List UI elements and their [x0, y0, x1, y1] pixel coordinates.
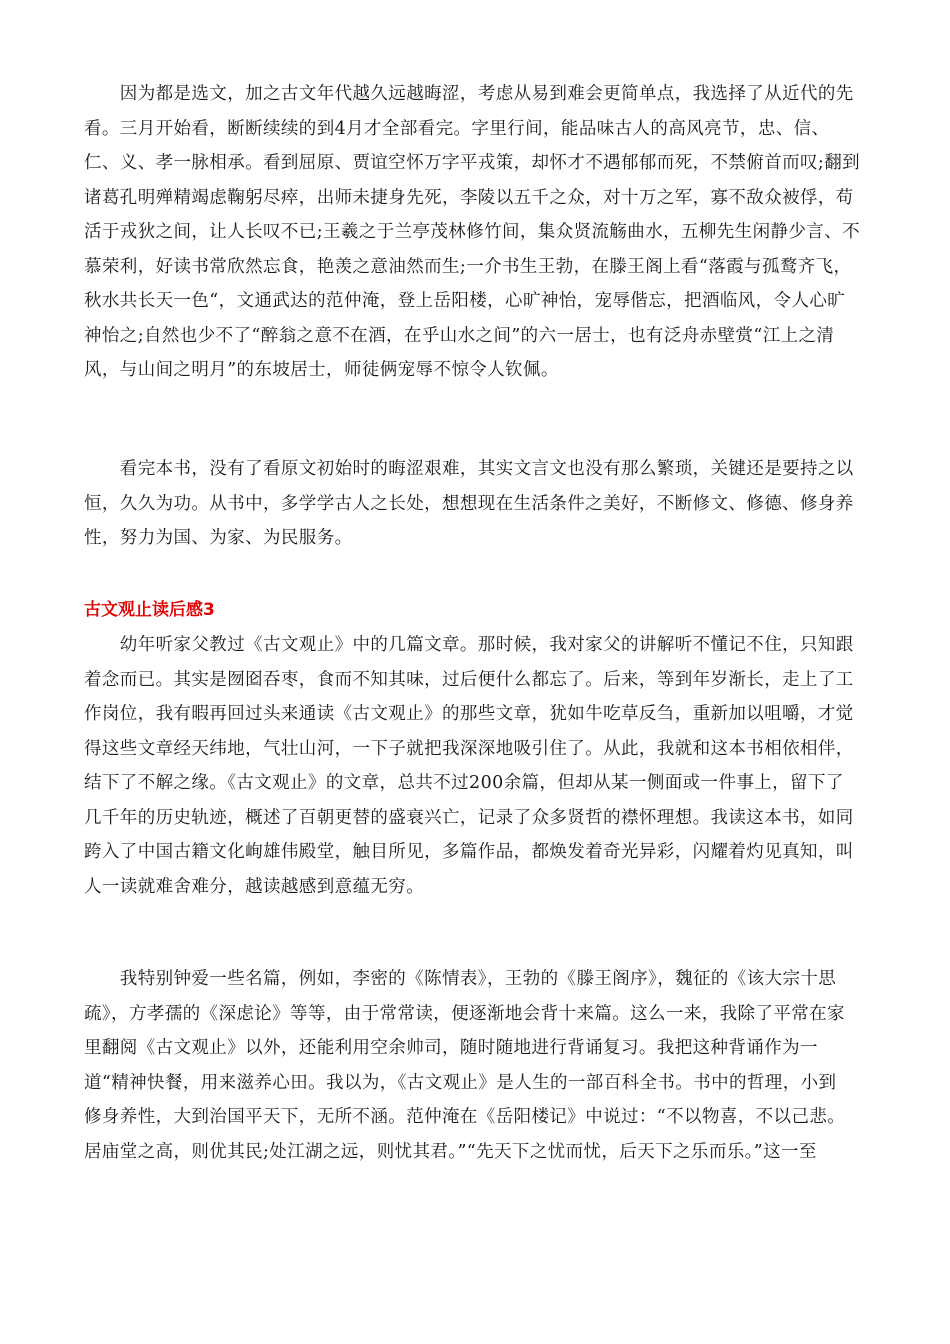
text-line: 恒，久久为功。从书中，多学学古人之长处，想想现在生活条件之美好，不断修文、修德、修身养	[84, 493, 854, 514]
text-line: 幼年听家父教过《古文观止》中的几篇文章。那时候，我对家父的讲解听不懂记不住，只知跟	[84, 635, 854, 655]
text-line: 看完本书，没有了看原文初始时的晦涩艰难，其实文言文也没有那么繁琐，关键还是要持之以	[84, 459, 854, 479]
paragraph-4	[84, 962, 874, 1169]
paragraph-3	[84, 628, 874, 904]
text-line: 风，与山间之明月”的东坡居士，师徒俩宠辱不惊令人钦佩。	[84, 360, 559, 380]
text-line: 神怡之;自然也少不了“醉翁之意不在酒，在乎山水之间”的六一居士，也有泛舟赤壁赏“江上之清	[84, 325, 835, 346]
text-line: 得这些文章经天纬地，气壮山河，一下子就把我深深地吸引住了。从此，我就和这本书相依相伴，	[84, 738, 854, 759]
text-line: 结下了不解之缘。《古文观止》的文章，总共不过200余篇，但却从某一侧面或一件事上，留下了	[84, 773, 844, 793]
paragraph-1	[84, 77, 874, 388]
text-line: 慕荣利，好读书常欣然忘食，艳羡之意油然而生;一介书生王勃，在滕王阁上看“落霞与孤鹜齐飞，	[84, 256, 852, 277]
text-line: 秋水共长天一色“，文通武达的范仲淹，登上岳阳楼，心旷神怡，宠辱偕忘，把酒临风，令人心旷	[84, 291, 846, 311]
text-line: 居庙堂之高，则优其民;处江湖之远，则忧其君。”“先天下之忧而忧，后天下之乐而乐。”这一至	[84, 1141, 817, 1162]
text-line: 里翻阅《古文观止》以外，还能利用空余帅司，随时随地进行背诵复习。我把这种背诵作为一	[84, 1038, 818, 1058]
paragraph-2	[84, 452, 874, 556]
text-line: 作岗位，我有暇再回过头来通读《古文观止》的那些文章，犹如牛吃草反刍，重新加以咀嚼，才觉	[84, 704, 854, 724]
text-line: 因为都是选文，加之古文年代越久远越晦涩，考虑从易到难会更简单点，我选择了从近代的先	[84, 84, 854, 104]
section-heading: 古文观止读后感3	[84, 600, 215, 620]
text-line: 仁、义、孝一脉相承。看到屈原、贾谊空怀万字平戎策，却怀才不遇郁郁而死，不禁俯首而叹;翻到	[84, 153, 860, 173]
text-line: 活于戎狄之间，让人长叹不已;王羲之于兰亭茂林修竹间，集众贤流觞曲水，五柳先生闲静少言、不	[84, 222, 860, 242]
text-line: 着念而已。其实是囫囵吞枣，食而不知其味，过后便什么都忘了。后来，等到年岁渐长，走上了工	[84, 669, 854, 690]
text-line: 跨入了中国古籍文化峋雄伟殿堂，触目所见，多篇作品，都焕发着奇光异彩，闪耀着灼见真知，叫	[84, 842, 854, 862]
text-line: 看。三月开始看，断断续续的到4月才全部看完。字里行间，能品味古人的高风亮节，忠、信、	[84, 118, 830, 139]
text-line: 性，努力为国、为家、为民服务。	[84, 528, 353, 548]
text-line: 几千年的历史轨迹，概述了百朝更替的盛衰兴亡，记录了众多贤哲的襟怀理想。我读这本书，如同	[84, 807, 854, 828]
text-line: 人一读就难舍难分，越读越感到意蕴无穷。	[84, 876, 425, 897]
text-line: 我特别钟爱一些名篇，例如，李密的《陈情表》，王勃的《滕王阁序》，魏征的《该大宗十思	[84, 969, 837, 989]
text-line: 诸葛孔明殚精竭虑鞠躬尽瘁，出师未捷身先死，李陵以五千之众，对十万之军，寡不敌众被俘，苟	[84, 187, 854, 208]
text-line: 道“精神快餐，用来滋养心田。我以为，《古文观止》是人生的一部百科全书。书中的哲理，小到	[84, 1072, 837, 1093]
text-line: 修身养性，大到治国平天下，无所不涵。范仲淹在《岳阳楼记》中说过：“不以物喜，不以己悲。	[84, 1107, 846, 1127]
text-line: 疏》，方孝孺的《深虑论》等等，由于常常读，便逐渐地会背十来篇。这么一来，我除了平常在家	[84, 1003, 845, 1024]
